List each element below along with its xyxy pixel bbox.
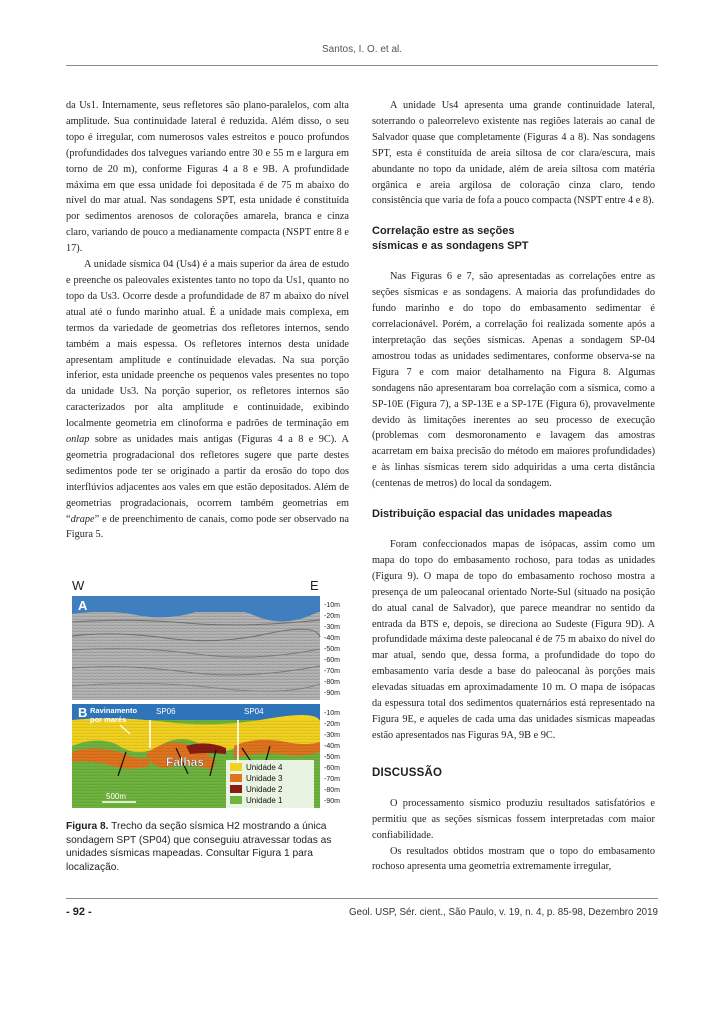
section-heading-discussao: DISCUSSÃO <box>372 766 443 779</box>
left-paragraph-2 <box>66 257 349 543</box>
page-number: - 92 - <box>66 906 92 918</box>
depth-tick: -50m <box>324 646 340 653</box>
depth-tick: -40m <box>324 743 340 750</box>
sp06-label: SP06 <box>156 707 176 716</box>
depth-tick: -10m <box>324 602 340 609</box>
panel-a-depth-axis <box>324 602 340 697</box>
depth-tick: -70m <box>324 776 340 783</box>
seismic-section-figure <box>66 576 353 812</box>
figure-caption <box>66 820 353 874</box>
sp04-label: SP04 <box>244 707 264 716</box>
left-p2-italic-drape: drape <box>70 513 95 525</box>
legend <box>226 760 314 808</box>
ravinamento-label-1: Ravinamento <box>90 706 138 715</box>
caption-label: Figura 8. <box>66 821 109 832</box>
left-column <box>66 98 349 543</box>
depth-tick: -60m <box>324 657 340 664</box>
right-paragraph-4: O processamento sísmico produziu resultados satisfatórios e permitiu que as seções sísmicas fossem interpretadas com maior confiabilidade. <box>372 797 655 841</box>
figure-8 <box>66 576 353 812</box>
left-p2-italic-onlap: onlap <box>66 434 90 446</box>
depth-tick: -40m <box>324 635 340 642</box>
scale-bar-label: 500m <box>106 792 127 801</box>
panel-b-depth-axis <box>324 710 340 805</box>
depth-tick: -60m <box>324 765 340 772</box>
left-p2-text-c: ” e de preenchimento de canais, como pode ser observado na Figura 5. <box>66 513 349 541</box>
depth-tick: -30m <box>324 624 340 631</box>
legend-label: Unidade 3 <box>246 774 283 783</box>
section-heading-correlacao <box>372 224 655 254</box>
panel-a-label: A <box>78 598 88 613</box>
depth-tick: -50m <box>324 754 340 761</box>
right-column <box>372 98 655 875</box>
depth-tick: -80m <box>324 787 340 794</box>
falhas-label: Falhas <box>166 755 205 769</box>
depth-tick: -80m <box>324 679 340 686</box>
journal-reference: Geol. USP, Sér. cient., São Paulo, v. 19, n. 4, p. 85-98, Dezembro 2019 <box>349 907 658 918</box>
legend-swatch-unidade-2 <box>230 785 242 793</box>
left-p2-text-b: sobre as unidades mais antigas (Figuras 4 a 8 e 9C). A geometria progradacional dos refletores sugere que parte destes sedimentos pode ter se originado a partir da erosão do topo dos interflúvios adjacentes aos vales em que estão depositados. Além de geometrias progradacionais, ocorrem também geometrias em “ <box>66 434 349 525</box>
right-paragraph-2: Nas Figuras 6 e 7, são apresentadas as correlações entre as seções sísmicas e as sondagens. A maioria das profundidades do fundo marinho e do topo do embasamento sedimentar é correlacionável. Porém, a correlação foi realizada somente após a interpretação das seções sísmicas. Apenas a sondagem SP-04 amostrou todas as unidades sedimentares, conforme observa-se na Figura 7 e com maior detalhamento na Figura 8. Algumas sondagens não apresentaram boa correlação com a sísmica, como a SP-10E (Figura 7), a SP-13E e a SP-17E (Figura 6), provavelmente devido às limitações inerentes ao seu processo de execução (problemas com desmoronamento e lavagem das amostras acarretam em baixa precisão do método em maiores profundidades) e às linhas sísmicas terem sido adquiridas a uma certa distância (centenas de metros) do local da sondagem. <box>372 271 655 490</box>
depth-tick: -10m <box>324 710 340 717</box>
legend-label: Unidade 1 <box>246 796 283 805</box>
label-west: W <box>72 578 85 593</box>
right-paragraph-5: Os resultados obtidos mostram que o topo do embasamento rochoso apresenta uma geometria extremamente irregular, <box>372 845 655 873</box>
running-head: Santos, I. O. et al. <box>321 44 403 55</box>
right-paragraph-3: Foram confeccionados mapas de isópacas, assim como um mapa do topo do embasamento rochoso, para todas as unidades (Figura 9). O mapa de topo do embasamento rochoso mostra a presença de um paleocanal orientado Norte-Sul (situado na posição do atual canal de Salvador), que parece meandrar no sentido da entrada da BTS e, depois, se direciona ao Sudeste (Figura 9D). A profundidade máxima deste paleocanal é de 75 m abaixo do nível do mar atual, sendo que, dessa forma, a profundidade do topo do embasamento varia desde a base do paleocanal às porções mais elevadas situadas em aproximadamente 10 m. O mapa de isópacas da espessura total dos sedimentos quaternários está representado na Figura 9E, e aqueles de cada uma das unidades sísmicas mapeadas estão apresentados nas Figuras 9A, 9B e 9C. <box>372 539 655 741</box>
panel-b <box>72 704 320 808</box>
ravinamento-label-2: por marés <box>90 715 127 724</box>
depth-tick: -20m <box>324 721 340 728</box>
panel-b-label: B <box>78 705 88 720</box>
legend-label: Unidade 4 <box>246 763 283 772</box>
depth-tick: -30m <box>324 732 340 739</box>
legend-swatch-unidade-1 <box>230 796 242 804</box>
heading-line-1: Correlação estre as seções <box>372 225 515 238</box>
caption-text: Trecho da seção sísmica H2 mostrando a única sondagem SPT (SP04) que conseguiu atravessar todas as unidades sísmicas mapeadas. Consultar Figura 1 para localização. <box>66 821 332 873</box>
legend-swatch-unidade-3 <box>230 774 242 782</box>
legend-label: Unidade 2 <box>246 785 283 794</box>
left-paragraph-1: da Us1. Internamente, seus refletores são plano-paralelos, com alta amplitude. Sua continuidade lateral é reduzida. Além disso, o seu topo é irregular, com numerosos vales estreitos e pouco profundos (profundidades dos talvegues variando entre 30 e 55 m e largura em torno de 20 m), conforme Figuras 4 a 8 e 9B. A profundidade máxima em que essa unidade foi depositada é de 75 m abaixo do nível do mar atual. Nas sondagens SPT, esta unidade é constituída por sedimentos arenosos de colorações amarela, branca e cinza claro, variando de pouco a medianamente compacta (NSPT entre 8 e 17). <box>66 100 349 255</box>
right-paragraph-1: A unidade Us4 apresenta uma grande continuidade lateral, soterrando o paleorrelevo existente nas regiões laterais ao canal de Salvador quase que completamente (Figuras 4 a 8). Nas sondagens SPT, esta é constituída de areia siltosa de cor clara/escura, mais abundante no topo da unidade, além de areia siltosa com matéria orgânica e areia argilosa de coloração cinza claro, tendo consistência que varia de fofa a pouco compacta (NSPT entre 4 e 8). <box>372 100 655 207</box>
heading-line-2: sísmicas e as sondagens SPT <box>372 240 529 253</box>
panel-a <box>72 596 320 700</box>
section-heading-distribuicao: Distribuição espacial das unidades mapeadas <box>372 508 613 521</box>
depth-tick: -70m <box>324 668 340 675</box>
legend-swatch-unidade-4 <box>230 763 242 771</box>
depth-tick: -90m <box>324 798 340 805</box>
label-east: E <box>310 578 319 593</box>
left-p2-text-a: A unidade sísmica 04 (Us4) é a mais superior da área de estudo e preenche os paleovales existentes tanto no topo da Us1, quanto no topo da Us3. Ocorre desde a profundidade de 87 m abaixo do nível atual até o fundo marinho atual. É a unidade mais complexa, em termos da variedade de geometrias dos refletores internos, sendo também a mais espessa. Os refletores internos desta unidade apresentam amplitude e continuidade elevadas. Na sua porção inferior, esta unidade preenche os pequenos vales presentes no topo da unidade Us3. Na porção superior, os refletores internos são caracterizados por alta amplitude e continuidade, exibindo localmente geometria em clinoforma e padrões de terminação em <box>66 259 349 430</box>
depth-tick: -90m <box>324 690 340 697</box>
depth-tick: -20m <box>324 613 340 620</box>
footer-rule <box>66 898 658 899</box>
header-rule <box>66 65 658 66</box>
